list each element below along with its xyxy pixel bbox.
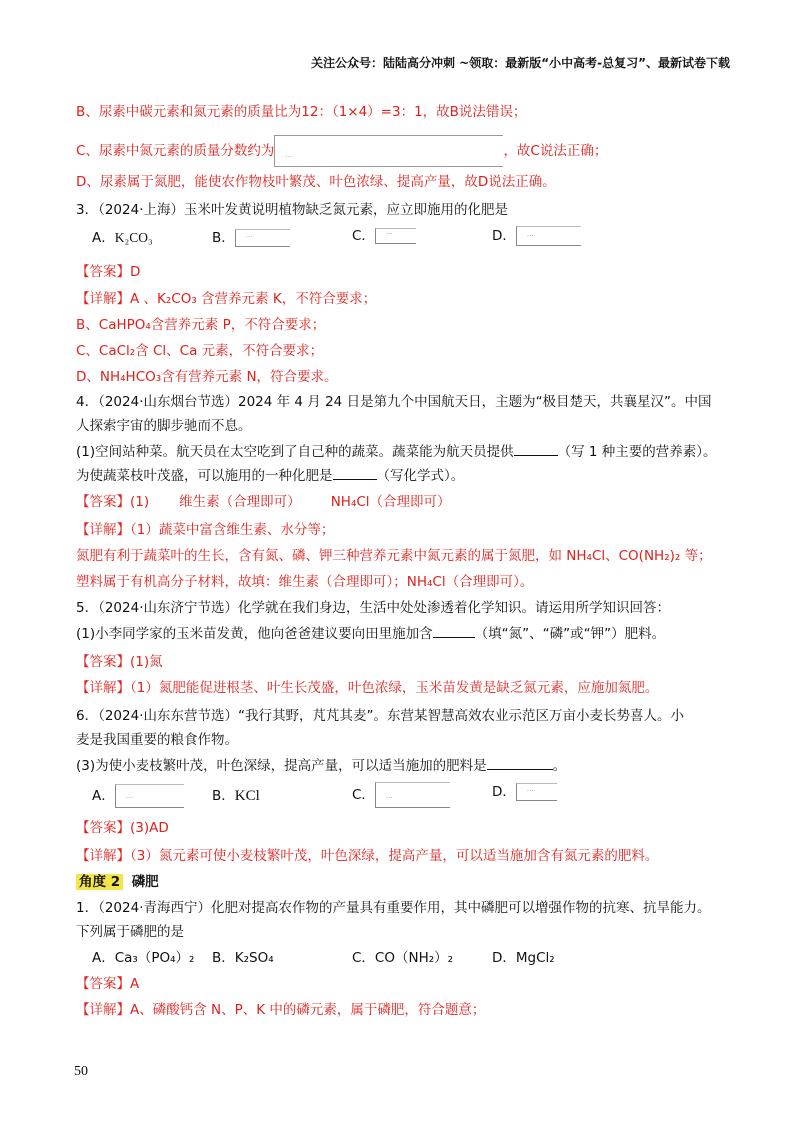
answer: 【答案】(1)氮: [76, 654, 163, 670]
explanation: C、CaCl₂含 Cl、Ca 元素，不符合要求；: [76, 343, 324, 359]
option-b: B． ...: [212, 228, 290, 248]
answer-blank: [333, 479, 377, 480]
phosphate-question-1: 1．（2024·青海西宁）化肥对提高农作物的产量具有重要作用，其中磷肥可以增强作物的抗寒、抗旱能力。: [76, 900, 711, 916]
question-5: 5．（2024·山东济宁节选）化学就在我们身边，生活中处处渗透着化学知识。请运用所学知识回答：: [76, 600, 670, 616]
question-6: (3)为使小麦枝繁叶茂，叶色深绿，提高产量，可以适当施加的肥料是 。: [76, 758, 567, 774]
formula-image: ...: [516, 783, 557, 801]
explanation: 【详解】（3）氮元素可使小麦枝繁叶茂，叶色深绿，提高产量，可以适当施加含有氮元素的肥料。: [76, 848, 659, 864]
text-line: C、尿素中氮元素的质量分数约为 ... ，故C说法正确；: [76, 135, 607, 167]
section-tag: 角度 2: [76, 874, 123, 890]
option-c: C． ...: [352, 782, 450, 808]
option-d: D． ...: [492, 226, 581, 246]
answer-blank: [433, 637, 475, 638]
answer: 【答案】D: [76, 264, 141, 280]
question-6: 麦是我国重要的粮食作物。: [76, 732, 238, 748]
option-d: D． ...: [492, 782, 557, 802]
answer: 【答案】(1) 维生素（合理即可） NH₄Cl（合理即可）: [76, 494, 451, 510]
explanation: 【详解】（1）蔬菜中富含维生素、水分等；: [76, 522, 335, 538]
option-a: A．Ca₃（PO₄）₂: [92, 950, 195, 966]
explanation: B、CaHPO₄含营养元素 P，不符合要求；: [76, 317, 326, 333]
answer: 【答案】(3)AD: [76, 820, 169, 836]
text-line: B、尿素中碳元素和氮元素的质量比为12：（1×4）=3：1，故B说法错误；: [76, 104, 527, 120]
explanation: 【详解】A 、K₂CO₃ 含营养元素 K，不符合要求；: [76, 291, 377, 307]
question-4: 4．（2024·山东烟台节选）2024 年 4 月 24 日是第九个中国航天日，主题为“极目楚天，共襄星汉”。中国: [76, 394, 712, 410]
question-4: (1)空间站种菜。航天员在太空吃到了自己种的蔬菜。蔬菜能为航天员提供 （写 1 种主要的营养素）。: [76, 444, 717, 460]
page-header: 关注公众号：陆陆高分冲刺 ~领取：最新版“小中高考-总复习”、最新试卷下载: [311, 56, 730, 70]
question-3: 3．（2024·上海）玉米叶发黄说明植物缺乏氮元素，应立即施用的化肥是: [76, 202, 508, 218]
explanation: 【详解】A、磷酸钙含 N、P、K 中的磷元素，属于磷肥，符合题意；: [76, 1002, 486, 1018]
option-a: A． ...: [92, 784, 184, 808]
section-title: 磷肥: [131, 874, 159, 890]
explanation: 【详解】（1）氮肥能促进根茎、叶生长茂盛，叶色浓绿，玉米苗发黄是缺乏氮元素，应施加氮肥。: [76, 680, 659, 696]
option-c: C． ...: [352, 226, 416, 246]
explanation: 氮肥有利于蔬菜叶的生长，含有氮、磷、钾三种营养元素中氮元素的属于氮肥，如 NH₄Cl、CO(NH₂)₂ 等；: [76, 548, 712, 564]
formula-image: ...: [375, 782, 450, 808]
answer: 【答案】A: [76, 976, 140, 992]
section-heading: [76, 872, 159, 892]
option-b: B．KCl: [212, 788, 260, 804]
phosphate-question-1: 下列属于磷肥的是: [76, 924, 184, 940]
formula-image: ...: [115, 784, 184, 808]
question-6: 6．（2024·山东东营节选）“我行其野，芃芃其麦”。东营某智慧高效农业示范区万亩小麦长势喜人。小: [76, 708, 684, 724]
formula-image: ...: [274, 135, 503, 167]
option-b: B．K₂SO₄: [212, 950, 274, 966]
question-5: (1)小李同学家的玉米苗发黄，他向爸爸建议要向田里施加含 （填“氮”、“磷”或“钾”）肥料。: [76, 626, 666, 642]
formula-image: ...: [235, 229, 290, 247]
answer-blank: [487, 769, 553, 770]
explanation: D、NH₄HCO₃含有营养元素 N，符合要求。: [76, 369, 338, 385]
page-number: 50: [74, 1064, 88, 1079]
formula-image: ...: [516, 226, 581, 246]
option-c: C．CO（NH₂）₂: [352, 950, 454, 966]
option-d: D．MgCl₂: [492, 950, 555, 966]
formula-image: ...: [375, 228, 416, 244]
answer-blank: [514, 455, 558, 456]
text-line: D、尿素属于氮肥，能使农作物枝叶繁茂、叶色浓绿、提高产量，故D说法正确。: [76, 174, 556, 190]
explanation: 塑料属于有机高分子材料，故填：维生素（合理即可）；NH₄Cl（合理即可）。: [76, 574, 534, 590]
option-a: A．K₂CO₃: [92, 230, 153, 246]
question-4: 人探索宇宙的脚步驰而不息。: [76, 418, 252, 434]
question-4: 为使蔬菜枝叶茂盛，可以施用的一种化肥是 （写化学式）。: [76, 468, 465, 484]
